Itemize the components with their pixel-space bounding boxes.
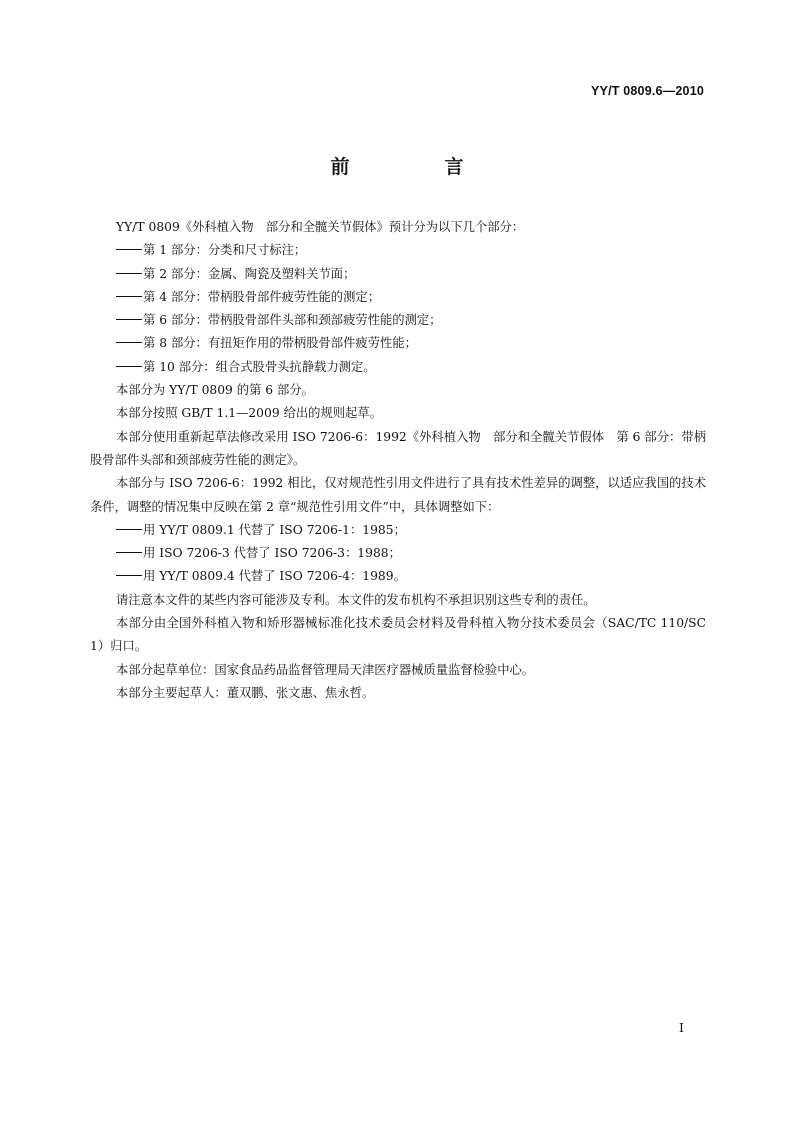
dash-marker [116, 575, 142, 576]
list-item-text: 第 6 部分：带柄股骨部件头部和颈部疲劳性能的测定； [143, 313, 442, 328]
list-item-part-6 [90, 309, 706, 332]
paragraph-text: 请注意本文件的某些内容可能涉及专利。本文件的发布机构不承担识别这些专利的责任。 [116, 592, 596, 607]
list-item-text: 用 YY/T 0809.4 代替了 ISO 7206-4：1989。 [143, 569, 406, 584]
paragraph-adoption [90, 426, 706, 473]
dash-marker [116, 552, 142, 553]
list-item-text: 第 10 部分：组合式股骨头抗静载力测定。 [143, 359, 376, 374]
list-item-part-10 [90, 356, 706, 379]
dash-marker [116, 366, 142, 367]
list-item-replacement-2 [90, 542, 706, 565]
list-item-part-8 [90, 332, 706, 355]
paragraph-text: 本部分按照 GB/T 1.1—2009 给出的规则起草。 [116, 406, 382, 421]
paragraph-text: YY/T 0809《外科植入物 部分和全髋关节假体》预计分为以下几个部分： [116, 220, 525, 234]
list-item-text: 用 ISO 7206-3 代替了 ISO 7206-3：1988； [143, 546, 401, 561]
list-item-text: 第 2 部分：金属、陶瓷及塑料关节面； [143, 266, 356, 281]
paragraph-drafting-unit [90, 659, 706, 682]
paragraph-text: 本部分主要起草人：董双鹏、张文惠、焦永哲。 [116, 685, 375, 700]
list-item-part-1 [90, 239, 706, 262]
paragraph-text: 本部分使用重新起草法修改采用 ISO 7206-6：1992《外科植入物 部分和全髋关节假体 第 6 部分：带柄股骨部件头部和颈部疲劳性能的测定》。 [90, 429, 706, 467]
list-item-part-4 [90, 286, 706, 309]
page-title: 前 言 [330, 156, 502, 178]
list-item-replacement-1 [90, 519, 706, 542]
dash-marker [116, 342, 142, 343]
standard-code: YY/T 0809.6—2010 [591, 84, 704, 98]
page-number: I [679, 1020, 684, 1035]
list-item-text: 第 8 部分：有扭矩作用的带柄股骨部件疲劳性能； [143, 336, 417, 351]
dash-marker [116, 529, 142, 530]
foreword-body [90, 216, 706, 705]
list-item-replacement-3 [90, 565, 706, 588]
paragraph-part-statement [90, 379, 706, 402]
list-item-text: 第 1 部分：分类和尺寸标注； [143, 243, 307, 258]
paragraph-text: 本部分与 ISO 7206-6：1992 相比，仅对规范性引用文件进行了具有技术性差异的调整，以适应我国的技术条件，调整的情况集中反映在第 2 章“规范性引用文件”中，具体调整如下： [90, 476, 706, 514]
paragraph-text: 本部分为 YY/T 0809 的第 6 部分。 [116, 383, 314, 398]
paragraph-text: 本部分起草单位：国家食品药品监督管理局天津医疗器械质量监督检验中心。 [116, 662, 535, 677]
dash-marker [116, 319, 142, 320]
dash-marker [116, 296, 142, 297]
paragraph-patent-notice [90, 589, 706, 612]
list-item-part-2 [90, 263, 706, 286]
paragraph-drafters [90, 682, 706, 705]
paragraph-text: 本部分由全国外科植入物和矫形器械标准化技术委员会材料及骨科植入物分技术委员会（SAC/TC 110/SC 1）归口。 [90, 616, 706, 654]
list-item-text: 用 YY/T 0809.1 代替了 ISO 7206-1：1985； [143, 522, 406, 537]
paragraph-drafting-rules [90, 402, 706, 425]
paragraph-differences [90, 472, 706, 519]
paragraph-intro [90, 216, 706, 239]
paragraph-responsible-committee [90, 612, 706, 659]
dash-marker [116, 249, 142, 250]
dash-marker [116, 273, 142, 274]
list-item-text: 第 4 部分：带柄股骨部件疲劳性能的测定； [143, 289, 380, 304]
